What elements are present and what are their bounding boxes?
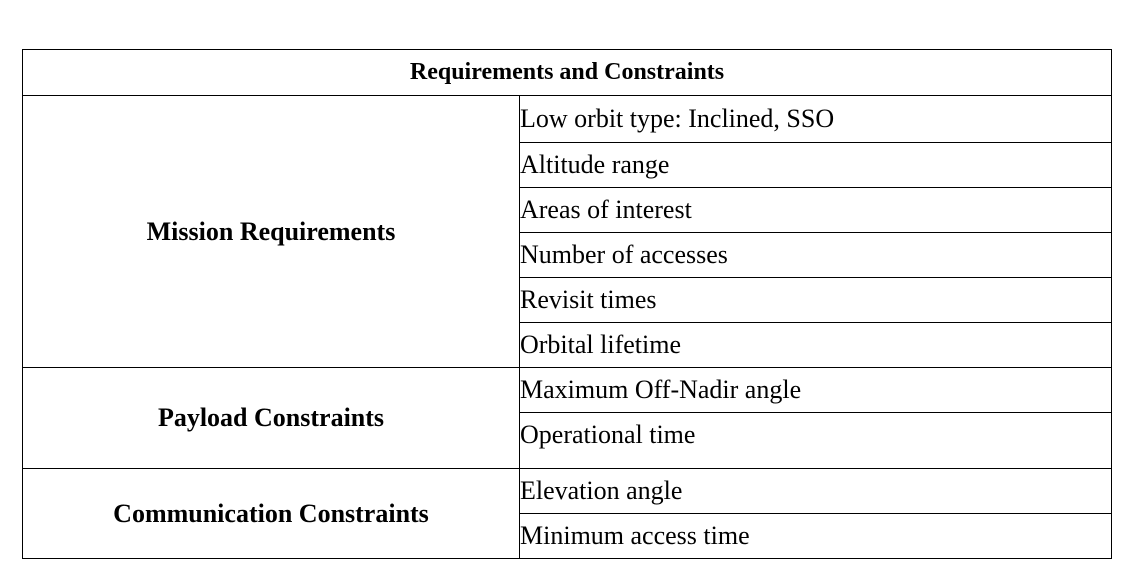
table-row — [23, 469, 1112, 514]
table-row — [23, 368, 1112, 413]
item-low-orbit-type: Low orbit type: Inclined, SSO — [520, 96, 1112, 143]
item-elevation-angle: Elevation angle — [520, 469, 1112, 514]
requirements-table — [22, 49, 1112, 559]
item-maximum-off-nadir-angle: Maximum Off-Nadir angle — [520, 368, 1112, 413]
item-operational-time: Operational time — [520, 413, 1112, 469]
table-row — [23, 96, 1112, 143]
table-header-row — [23, 50, 1112, 96]
item-orbital-lifetime: Orbital lifetime — [520, 323, 1112, 368]
item-revisit-times: Revisit times — [520, 278, 1112, 323]
group-label-mission-requirements: Mission Requirements — [23, 96, 520, 368]
item-number-of-accesses: Number of accesses — [520, 233, 1112, 278]
group-label-communication-constraints: Communication Constraints — [23, 469, 520, 559]
table-title: Requirements and Constraints — [23, 50, 1112, 96]
item-altitude-range: Altitude range — [520, 143, 1112, 188]
item-minimum-access-time: Minimum access time — [520, 514, 1112, 559]
item-areas-of-interest: Areas of interest — [520, 188, 1112, 233]
group-label-payload-constraints: Payload Constraints — [23, 368, 520, 469]
